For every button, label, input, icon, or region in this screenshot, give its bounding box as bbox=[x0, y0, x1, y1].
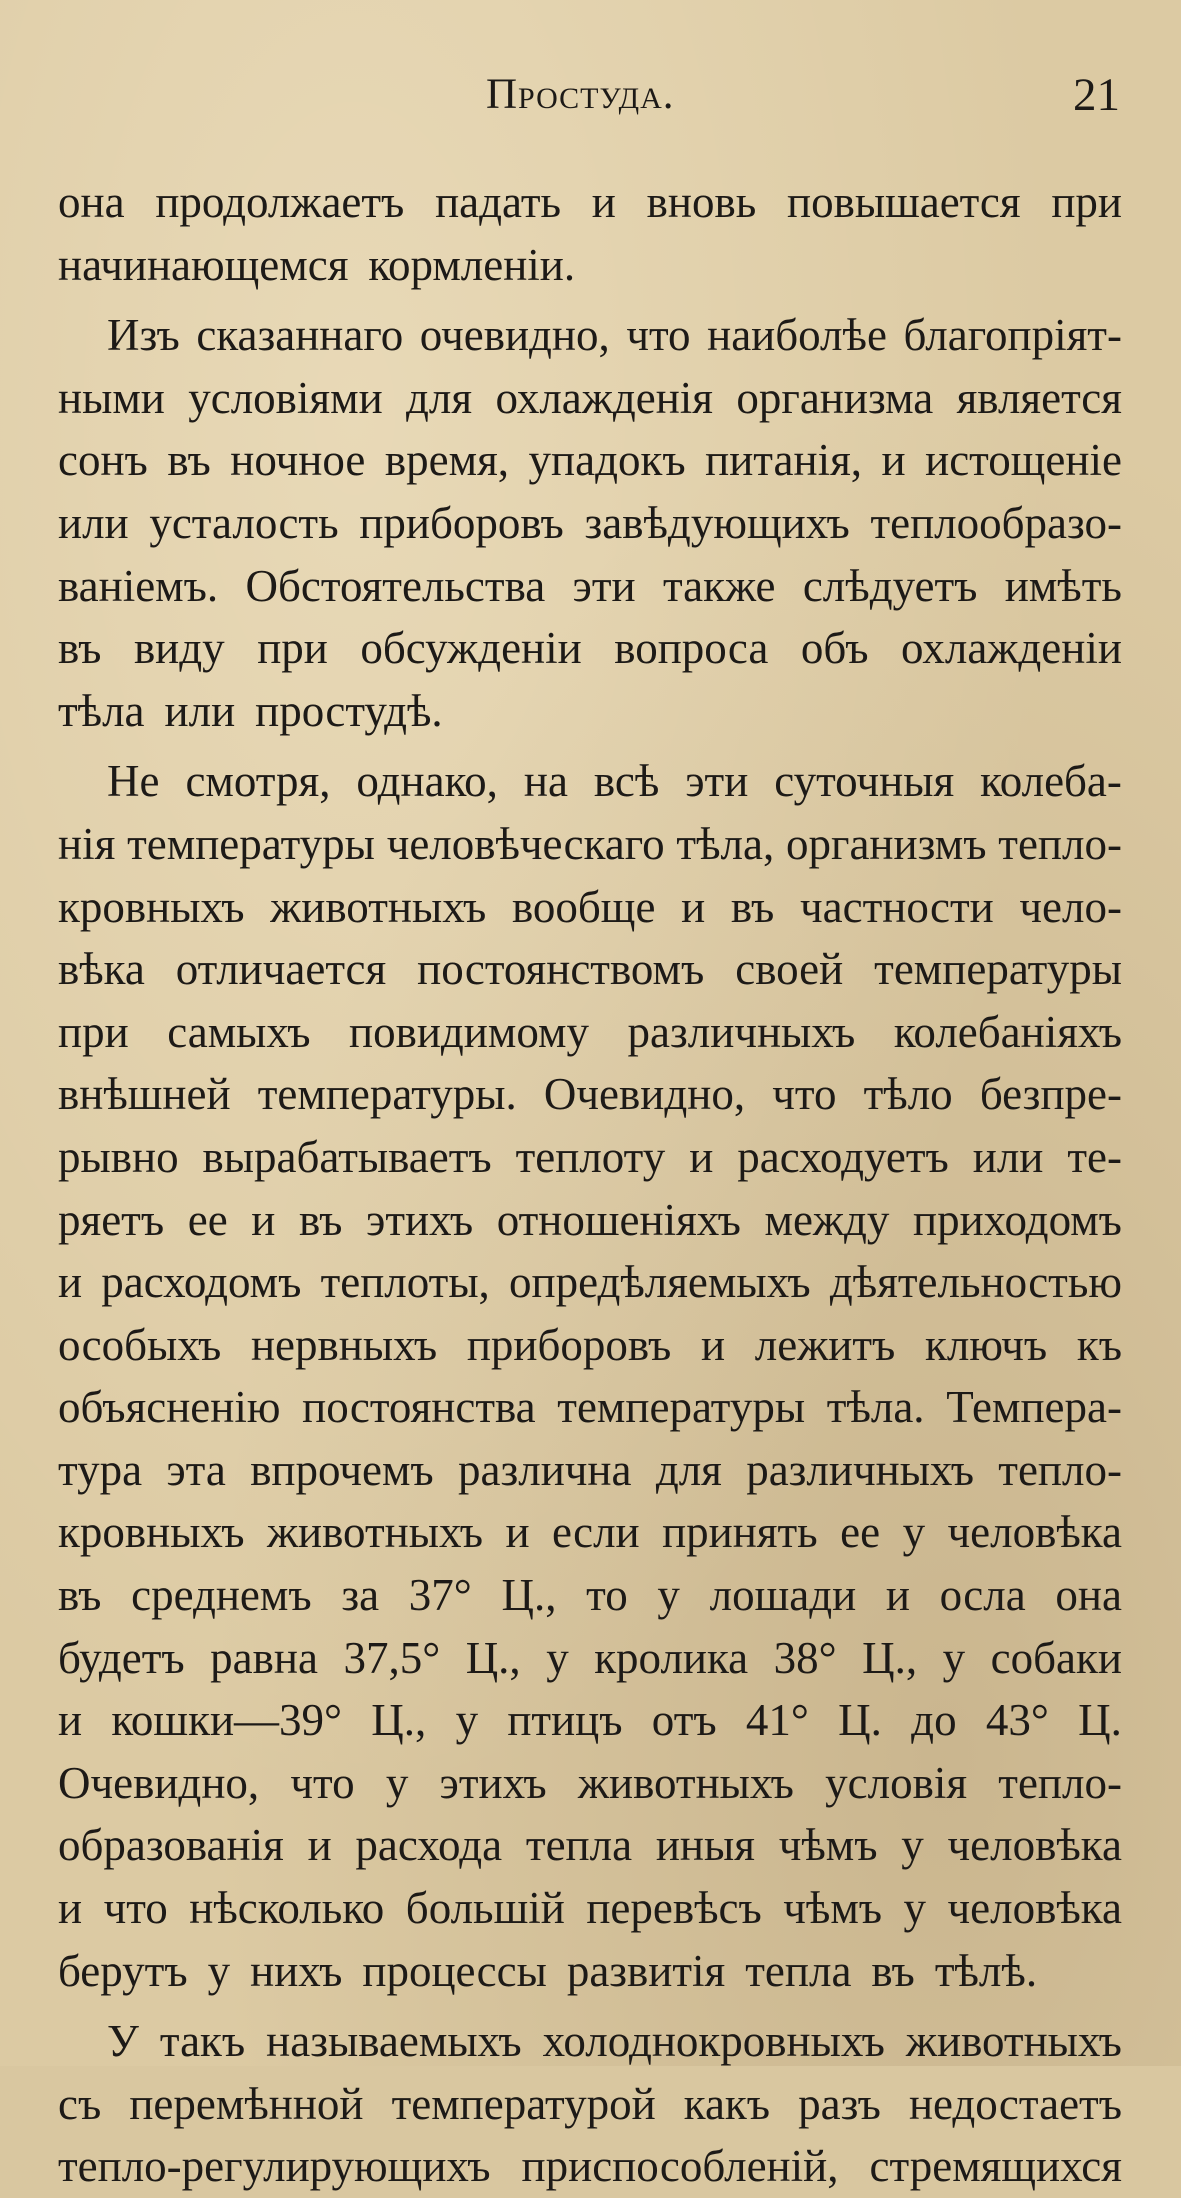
text-line bbox=[58, 304, 1122, 367]
text-line bbox=[58, 938, 1122, 1001]
word: Ц., bbox=[501, 1570, 557, 1621]
word: въ bbox=[298, 1194, 343, 1245]
text-line bbox=[58, 813, 1122, 876]
text-line bbox=[58, 617, 1122, 680]
word: время, bbox=[384, 435, 510, 486]
word: въ bbox=[58, 623, 102, 674]
word: расходуетъ bbox=[737, 1131, 949, 1182]
running-title: Простуда. bbox=[486, 71, 675, 118]
word: Ц. bbox=[1078, 1695, 1122, 1746]
text-line bbox=[58, 1877, 1122, 1940]
word: къ bbox=[1076, 1319, 1122, 1370]
word: ряетъ bbox=[58, 1194, 165, 1245]
word: тепло-регулирующихъ bbox=[58, 2141, 491, 2192]
word: лошади bbox=[709, 1570, 857, 1621]
text-line bbox=[58, 680, 1122, 743]
word: въ bbox=[58, 1570, 102, 1621]
word: 43° bbox=[985, 1695, 1049, 1746]
word: объ bbox=[800, 623, 869, 674]
word: постоянствомъ bbox=[417, 944, 705, 995]
word: животныхъ bbox=[577, 1757, 794, 1808]
word: простудѣ. bbox=[255, 685, 443, 736]
word: кошки—39° bbox=[111, 1695, 343, 1746]
text-line bbox=[58, 876, 1122, 939]
word: или bbox=[164, 685, 236, 736]
text-line bbox=[58, 1063, 1122, 1126]
word: внѣшней bbox=[58, 1069, 231, 1120]
word: Изъ bbox=[107, 310, 180, 361]
word: наиболѣе bbox=[707, 310, 887, 361]
word: до bbox=[911, 1695, 957, 1746]
word: нѣсколько bbox=[189, 1883, 385, 1934]
text-line bbox=[58, 1689, 1122, 1752]
word: повидимому bbox=[349, 1006, 589, 1057]
word: тепло- bbox=[998, 1757, 1122, 1808]
word: условіями bbox=[188, 372, 383, 423]
word: вновь bbox=[646, 177, 757, 227]
word: она bbox=[58, 177, 125, 227]
word: въ bbox=[730, 881, 775, 932]
word: перемѣнной bbox=[129, 2078, 364, 2129]
word: охлажденія bbox=[495, 372, 714, 423]
word: эта bbox=[166, 1444, 226, 1495]
word: нія bbox=[58, 818, 116, 869]
word: усталость bbox=[149, 497, 339, 548]
word: колеба- bbox=[980, 756, 1122, 807]
paragraph-gap bbox=[58, 296, 1122, 304]
word: приборовъ bbox=[359, 497, 564, 548]
text-line bbox=[58, 1564, 1122, 1627]
word: иныя bbox=[655, 1820, 755, 1871]
word: что bbox=[103, 1883, 168, 1934]
text-line bbox=[58, 1314, 1122, 1377]
text-line bbox=[58, 171, 1122, 234]
word: берутъ bbox=[58, 1945, 188, 1996]
text-line bbox=[58, 1814, 1122, 1877]
word: особыхъ bbox=[58, 1319, 222, 1370]
word: между bbox=[764, 1194, 890, 1245]
word: завѣдующихъ bbox=[584, 497, 850, 548]
word: лежитъ bbox=[754, 1319, 896, 1370]
word: однако, bbox=[356, 756, 498, 807]
word: тѣла bbox=[58, 685, 145, 736]
word: суточныя bbox=[774, 756, 955, 807]
word: повышается bbox=[787, 177, 1021, 227]
word: что bbox=[290, 1757, 355, 1808]
word: у bbox=[385, 1757, 409, 1808]
word: всѣ bbox=[593, 756, 660, 807]
word: или bbox=[972, 1131, 1044, 1182]
word: и bbox=[885, 1570, 910, 1621]
text-line bbox=[58, 1940, 1122, 2003]
word: человѣка bbox=[947, 1883, 1122, 1934]
word: температуры bbox=[874, 944, 1122, 995]
word: животныхъ bbox=[266, 1507, 483, 1558]
word: тѣлѣ. bbox=[934, 1945, 1038, 1996]
word: у bbox=[901, 1820, 924, 1871]
word: различныхъ bbox=[627, 1006, 856, 1057]
word: Очевидно, bbox=[58, 1757, 260, 1808]
word: продолжаетъ bbox=[155, 177, 405, 227]
word: является bbox=[956, 372, 1122, 423]
word: опредѣляемыхъ bbox=[508, 1257, 811, 1308]
word: безпре- bbox=[979, 1069, 1122, 1120]
word: 38° bbox=[773, 1632, 837, 1683]
word: и bbox=[681, 881, 706, 932]
word: ключъ bbox=[925, 1319, 1048, 1370]
word: 41° bbox=[745, 1695, 809, 1746]
text-line bbox=[58, 2135, 1122, 2198]
text-line bbox=[58, 2010, 1122, 2073]
word: Очевидно, bbox=[543, 1069, 746, 1120]
word: чело- bbox=[1019, 881, 1122, 932]
word: у bbox=[942, 1632, 966, 1683]
text-line bbox=[58, 367, 1122, 430]
word: температуры bbox=[127, 818, 375, 869]
word: человѣка bbox=[947, 1507, 1122, 1558]
word: Ц., bbox=[371, 1695, 427, 1746]
word: очевидно, bbox=[419, 310, 610, 361]
word: различна bbox=[458, 1444, 632, 1495]
text-line bbox=[58, 1251, 1122, 1314]
word: и bbox=[505, 1507, 530, 1558]
word: Ц., bbox=[465, 1632, 521, 1683]
word: организмъ bbox=[786, 818, 987, 869]
text-line bbox=[58, 1627, 1122, 1690]
word: и bbox=[58, 1257, 83, 1308]
body-text bbox=[58, 171, 1122, 2198]
word: собаки bbox=[990, 1632, 1122, 1683]
word: нихъ bbox=[250, 1945, 343, 1996]
word: отношеніяхъ bbox=[496, 1194, 741, 1245]
word: приходомъ bbox=[913, 1194, 1122, 1245]
word: Ц. bbox=[838, 1695, 882, 1746]
word: тѣла, bbox=[676, 818, 775, 869]
word: сказаннаго bbox=[196, 310, 404, 361]
word: обсужденіи bbox=[360, 623, 582, 674]
word: развитія bbox=[566, 1945, 726, 1996]
paragraph-gap bbox=[58, 742, 1122, 750]
word: разъ bbox=[798, 2078, 881, 2129]
word: тепла bbox=[525, 1820, 633, 1871]
word: какъ bbox=[683, 2078, 771, 2129]
word: Ц., bbox=[862, 1632, 918, 1683]
word: нервныхъ bbox=[250, 1319, 438, 1370]
word: 37,5° bbox=[343, 1632, 441, 1683]
word: слѣдуетъ bbox=[802, 560, 978, 611]
word: эти bbox=[572, 560, 636, 611]
word: что bbox=[772, 1069, 837, 1120]
word: что bbox=[626, 310, 691, 361]
word: температуры. bbox=[257, 1069, 517, 1120]
word: те- bbox=[1067, 1131, 1122, 1182]
text-line bbox=[58, 1439, 1122, 1502]
page-header bbox=[0, 70, 1181, 130]
word: съ bbox=[58, 2078, 102, 2129]
word: дѣятельностью bbox=[829, 1257, 1122, 1308]
text-line bbox=[58, 750, 1122, 813]
word: истощеніе bbox=[925, 435, 1122, 486]
word: образованія bbox=[58, 1820, 284, 1871]
word: температурой bbox=[391, 2078, 656, 2129]
word: у bbox=[546, 1632, 569, 1683]
word: смотря, bbox=[185, 756, 331, 807]
word: охлажденіи bbox=[901, 623, 1122, 674]
text-line bbox=[58, 492, 1122, 555]
word: вопроса bbox=[614, 623, 769, 674]
word: самыхъ bbox=[167, 1006, 311, 1057]
word: она bbox=[1055, 1570, 1122, 1621]
word: человѣческаго bbox=[386, 818, 665, 869]
word: упадокъ bbox=[528, 435, 686, 486]
word: приборовъ bbox=[466, 1319, 672, 1370]
word: то bbox=[586, 1570, 628, 1621]
word: человѣка bbox=[947, 1820, 1122, 1871]
word: и bbox=[307, 1820, 332, 1871]
text-line bbox=[58, 1126, 1122, 1189]
word: у bbox=[657, 1570, 680, 1621]
word: животныхъ bbox=[905, 2016, 1122, 2067]
text-line bbox=[58, 1501, 1122, 1564]
paragraph bbox=[58, 2010, 1122, 2198]
word: для bbox=[655, 1444, 722, 1495]
word: виду bbox=[133, 623, 225, 674]
word: ее bbox=[187, 1194, 228, 1245]
word: ваніемъ. bbox=[58, 560, 219, 611]
word: тепло- bbox=[998, 1444, 1122, 1495]
word: расходомъ bbox=[101, 1257, 302, 1308]
word: тура bbox=[58, 1444, 143, 1495]
word: частности bbox=[800, 881, 994, 932]
word: отъ bbox=[651, 1695, 717, 1746]
word: отличается bbox=[175, 944, 387, 995]
word: Не bbox=[107, 756, 160, 807]
word: теплообразо- bbox=[870, 497, 1122, 548]
word: большій bbox=[405, 1883, 565, 1934]
word: вырабатываетъ bbox=[202, 1131, 492, 1182]
word: тѣла. bbox=[826, 1382, 925, 1433]
word: при bbox=[58, 1006, 129, 1057]
word: тѣло bbox=[863, 1069, 953, 1120]
word: у bbox=[455, 1695, 479, 1746]
word: при bbox=[1051, 177, 1122, 227]
word: въ bbox=[871, 1945, 915, 1996]
word: и bbox=[58, 1883, 83, 1934]
word: организма bbox=[736, 372, 934, 423]
word: если bbox=[552, 1507, 640, 1558]
paragraph bbox=[58, 304, 1122, 742]
word: ночное bbox=[230, 435, 366, 486]
word: впрочемъ bbox=[250, 1444, 434, 1495]
word: на bbox=[523, 756, 568, 807]
word: колебаніяхъ bbox=[893, 1006, 1122, 1057]
word: рывно bbox=[58, 1131, 179, 1182]
paragraph bbox=[58, 750, 1122, 2002]
word: въ bbox=[167, 435, 211, 486]
word: вообще bbox=[511, 881, 656, 932]
word: и bbox=[881, 435, 906, 486]
paragraph-gap bbox=[58, 2002, 1122, 2010]
word: чѣмъ bbox=[783, 1883, 883, 1934]
word: питанія, bbox=[705, 435, 863, 486]
word: для bbox=[406, 372, 473, 423]
word: при bbox=[257, 623, 328, 674]
word: такъ bbox=[159, 2016, 246, 2067]
word: стремящихся bbox=[869, 2141, 1122, 2192]
word: теплоту bbox=[515, 1131, 666, 1182]
word: имѣть bbox=[1004, 560, 1122, 611]
word: объясненію bbox=[58, 1382, 281, 1433]
word: ными bbox=[58, 372, 165, 423]
word: ее bbox=[840, 1507, 881, 1558]
word: кролика bbox=[594, 1632, 749, 1683]
word: недостаетъ bbox=[908, 2078, 1122, 2129]
word: равна bbox=[210, 1632, 318, 1683]
word: называемыхъ bbox=[266, 2016, 522, 2067]
word: расхода bbox=[355, 1820, 503, 1871]
word: сонъ bbox=[58, 435, 148, 486]
word: за bbox=[341, 1570, 380, 1621]
word: у bbox=[902, 1507, 926, 1558]
word: и bbox=[58, 1695, 83, 1746]
word: холоднокровныхъ bbox=[542, 2016, 885, 2067]
word: принять bbox=[662, 1507, 818, 1558]
text-line bbox=[58, 1001, 1122, 1064]
word: своей bbox=[735, 944, 844, 995]
word: Обстоятельства bbox=[245, 560, 546, 611]
word: эти bbox=[685, 756, 749, 807]
page-number: 21 bbox=[1073, 69, 1120, 121]
word: Темпера- bbox=[946, 1382, 1122, 1433]
word: постоянства bbox=[302, 1382, 536, 1433]
word: и bbox=[251, 1194, 276, 1245]
text-line bbox=[58, 1189, 1122, 1252]
word: условія bbox=[825, 1757, 968, 1808]
word: чѣмъ bbox=[778, 1820, 878, 1871]
word: температуры bbox=[557, 1382, 806, 1433]
word: благопріят- bbox=[903, 310, 1122, 361]
text-line bbox=[58, 1376, 1122, 1439]
text-line bbox=[58, 234, 1122, 297]
word: 37° bbox=[408, 1570, 472, 1621]
word: и bbox=[591, 177, 616, 227]
word: и bbox=[701, 1319, 726, 1370]
word: приспособленій, bbox=[521, 2141, 839, 2192]
word: перевѣсъ bbox=[586, 1883, 762, 1934]
word: осла bbox=[939, 1570, 1026, 1621]
paragraph bbox=[58, 171, 1122, 296]
word: этихъ bbox=[366, 1194, 474, 1245]
word: процессы bbox=[362, 1945, 547, 1996]
word: среднемъ bbox=[131, 1570, 312, 1621]
text-line bbox=[58, 429, 1122, 492]
word: У bbox=[107, 2016, 139, 2067]
word: птицъ bbox=[507, 1695, 623, 1746]
word: также bbox=[662, 560, 776, 611]
word: кровныхъ bbox=[58, 1507, 245, 1558]
word: или bbox=[58, 497, 129, 548]
word: у bbox=[903, 1883, 927, 1934]
word: теплоты, bbox=[320, 1257, 490, 1308]
text-line bbox=[58, 555, 1122, 618]
word: различныхъ bbox=[746, 1444, 974, 1495]
word: падать bbox=[435, 177, 562, 227]
word: у bbox=[207, 1945, 231, 1996]
word: животныхъ bbox=[270, 881, 487, 932]
text-line bbox=[58, 1752, 1122, 1815]
word: и bbox=[689, 1131, 714, 1182]
word: кровныхъ bbox=[58, 881, 245, 932]
text-line bbox=[58, 2073, 1122, 2136]
word: тепла bbox=[745, 1945, 852, 1996]
word: будетъ bbox=[58, 1632, 185, 1683]
word: этихъ bbox=[439, 1757, 547, 1808]
word: кормленіи. bbox=[368, 239, 576, 290]
word: начинающемся bbox=[58, 239, 349, 290]
word: тепло- bbox=[998, 818, 1122, 869]
word: вѣка bbox=[58, 944, 145, 995]
